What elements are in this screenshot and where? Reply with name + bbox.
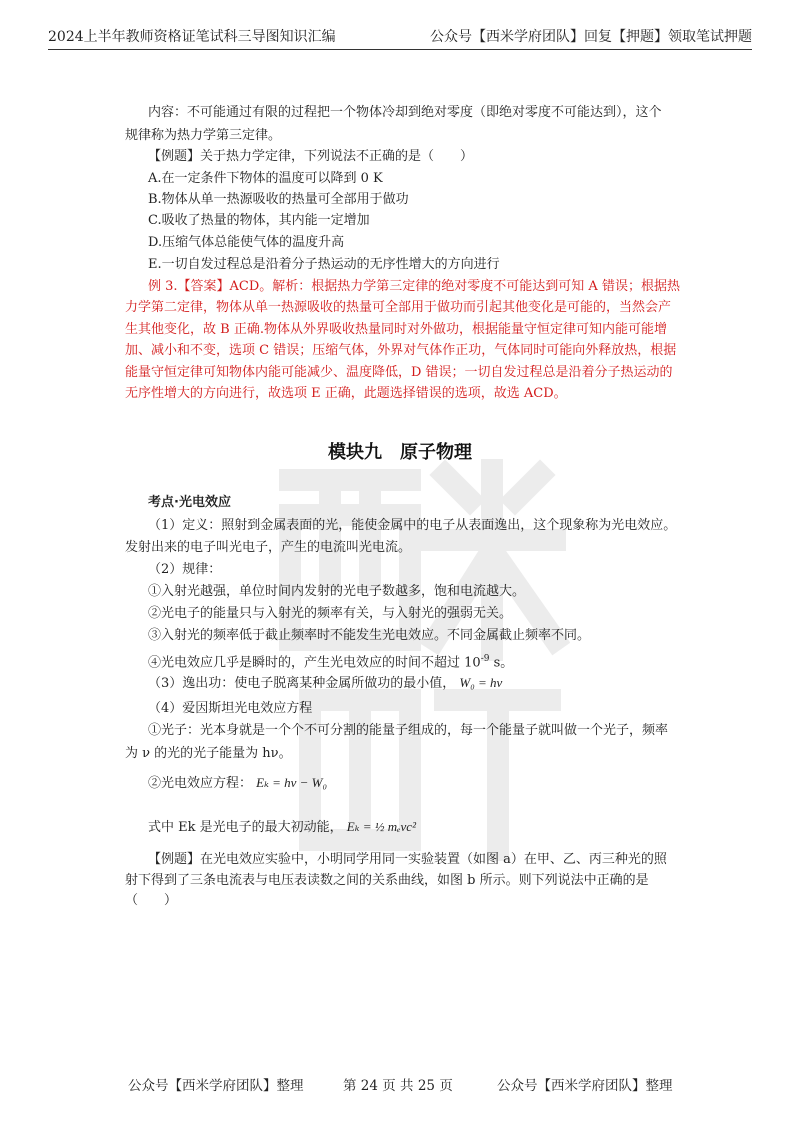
rule-4-text: ④光电效应几乎是瞬时的，产生光电效应的时间不超过 10 — [148, 655, 481, 671]
rule-item — [148, 650, 513, 672]
footer-page-number: 第 24 页 共 25 页 — [343, 1078, 453, 1094]
header-right-promo: 公众号【西米学府团队】回复【押题】领取笔试押题 — [430, 29, 752, 45]
answer-line: 加、减小和不变，选项 C 错误；压缩气体，外界对气体作正功，气体同时可能向外释放热，根据 — [125, 343, 677, 358]
option-c: C.吸收了热量的物体，其内能一定增加 — [148, 213, 370, 228]
paragraph-line: 内容：不可能通过有限的过程把一个物体冷却到绝对零度（即绝对零度不可能达到），这个 — [148, 105, 662, 120]
kinetic-energy-formula: Eₖ = ½ mₑvc² — [346, 819, 416, 834]
option-b: B.物体从单一热源吸收的热量可全部用于做功 — [148, 192, 409, 207]
example-2-line: （ ） — [125, 893, 178, 908]
answer-line: 能量守恒定律可知物体内能可能减少、温度降低，D 错误；一切自发过程总是沿着分子热运动的 — [125, 365, 673, 380]
option-a: A.在一定条件下物体的温度可以降到 0 K — [148, 171, 383, 186]
paragraph-line: 规律称为热力学第三定律。 — [125, 128, 282, 143]
example-2-line: 射下得到了三条电流表与电压表读数之间的关系曲线，如图 b 所示。则下列说法中正确的是 — [125, 873, 649, 888]
kinetic-energy-line — [148, 818, 416, 837]
example-question: 【例题】关于热力学定律，下列说法不正确的是（ ） — [148, 149, 474, 164]
footer-left: 公众号【西米学府团队】整理 — [128, 1078, 304, 1094]
rule-4-exponent: -9 — [480, 654, 490, 664]
header-left-title: 2024上半年教师资格证笔试科三导图知识汇编 — [48, 29, 336, 45]
answer-line: 无序性增大的方向进行，故选项 E 正确，此题选择错误的选项，故选 ACD。 — [125, 386, 567, 401]
option-d: D.压缩气体总能使气体的温度升高 — [148, 235, 345, 250]
einstein-label: （4）爱因斯坦光电效应方程 — [148, 701, 313, 716]
footer-right: 公众号【西米学府团队】整理 — [497, 1078, 673, 1094]
answer-line: 力学第二定律，物体从单一热源吸收的热量可全部用于做功而引起其他变化是可能的，当然会产 — [125, 300, 672, 315]
equation-label: ②光电效应方程： — [148, 776, 253, 791]
answer-line: 例 3.【答案】ACD。解析：根据热力学第三定律的绝对零度不可能达到可知 A 错误；根据热 — [148, 279, 680, 294]
rule-item: ③入射光的频率低于截止频率时不能发生光电效应。不同金属截止频率不同。 — [148, 628, 591, 643]
rules-label: （2）规律： — [148, 562, 222, 577]
photon-line: 为 ν 的光的光子能量为 hν。 — [125, 746, 292, 761]
section-title: 考点·光电效应 — [148, 495, 231, 510]
example-2-line: 【例题】在光电效应实验中，小明同学用同一实验装置（如图 a）在甲、乙、丙三种光的照 — [148, 852, 667, 867]
module-title: 模块九 原子物理 — [328, 442, 472, 463]
photon-line: ①光子：光本身就是一个个不可分割的能量子组成的，每一个能量子就叫做一个光子，频率 — [148, 723, 669, 738]
definition-line: 发射出来的电子叫光电子，产生的电流叫光电流。 — [125, 540, 412, 555]
work-function-formula: W₀ = hν — [459, 675, 503, 690]
rule-4-unit: s。 — [489, 655, 514, 671]
rule-item: ①入射光越强，单位时间内发射的光电子数越多，饱和电流越大。 — [148, 584, 526, 599]
option-e: E.一切自发过程总是沿着分子热运动的无序性增大的方向进行 — [148, 257, 500, 272]
page-header — [48, 22, 752, 50]
kinetic-energy-text: 式中 Ek 是光电子的最大初动能， — [148, 820, 343, 835]
work-function-line — [148, 674, 502, 693]
rule-item: ②光电子的能量只与入射光的频率有关，与入射光的强弱无关。 — [148, 606, 513, 621]
answer-line: 生其他变化，故 B 正确.物体从外界吸收热量同时对外做功，根据能量守恒定律可知内能可能增 — [125, 322, 667, 337]
work-function-text: （3）逸出功：使电子脱离某种金属所做功的最小值， — [148, 676, 456, 691]
equation-line — [148, 774, 327, 793]
definition-line: （1）定义：照射到金属表面的光，能使金属中的电子从表面逸出，这个现象称为光电效应。 — [148, 518, 677, 533]
equation-formula: Eₖ = hν − W₀ — [256, 775, 328, 790]
